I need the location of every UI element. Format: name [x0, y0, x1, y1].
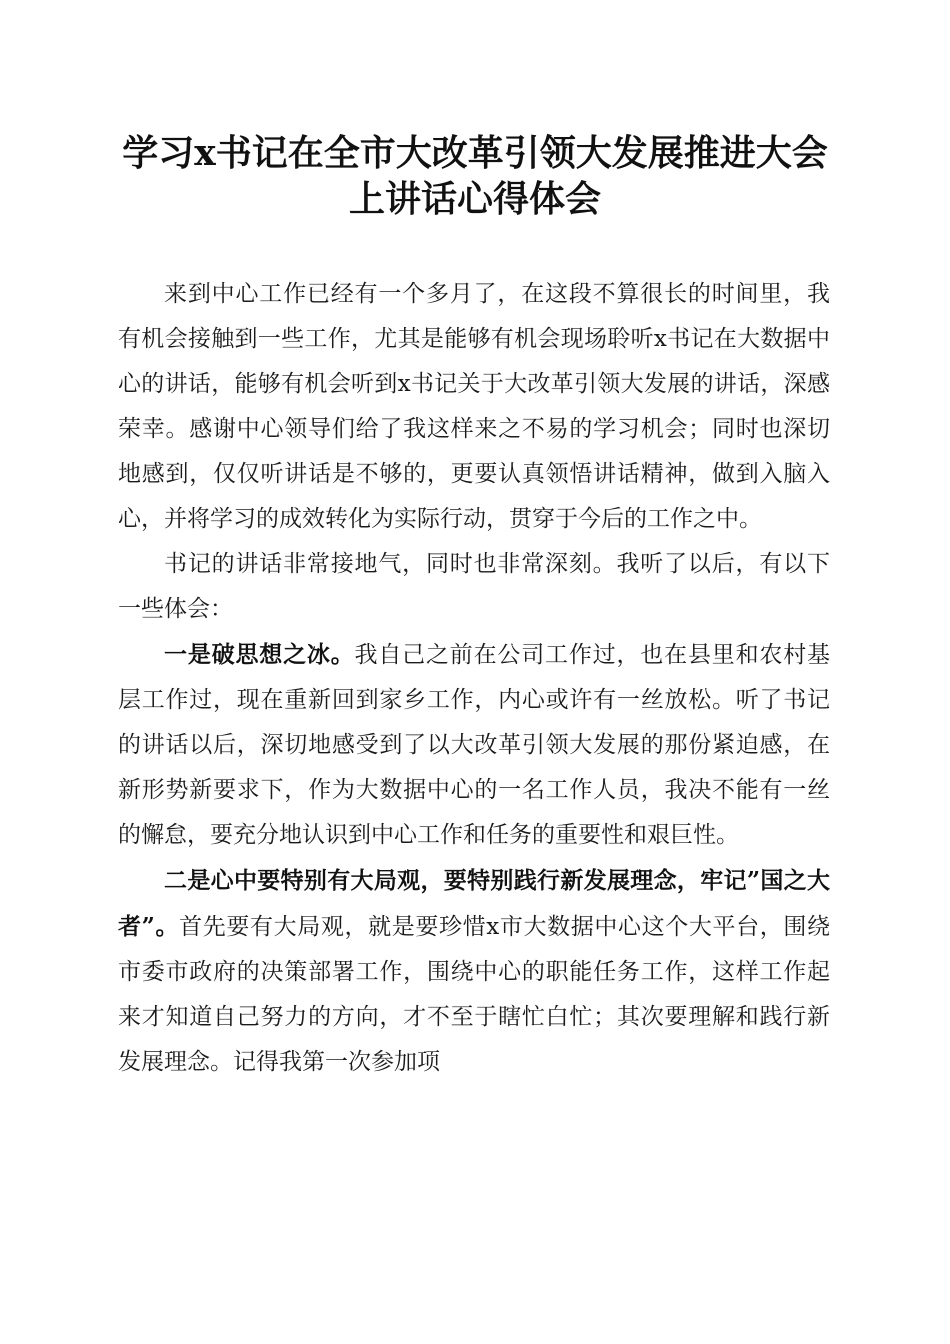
- paragraph-4: [118, 858, 830, 1085]
- document-body: [118, 272, 830, 1085]
- paragraph-2: [118, 542, 830, 632]
- title-line-2: 上讲话心得体会: [348, 178, 601, 220]
- paragraph-3: [118, 632, 830, 858]
- document-title: [110, 130, 840, 222]
- paragraph-lead: 一是破思想之冰。: [164, 641, 355, 668]
- paragraph-lead: 二是心中要特别有大局观，要特别践行新发展理念，牢记”国之大者”。: [118, 867, 830, 940]
- paragraph-text: 来到中心工作已经有一个多月了，在这段不算很长的时间里，我有机会接触到一些工作，尤其是能够有机会现场聆听x书记在大数据中心的讲话，能够有机会听到x书记关于大改革引领大发展的讲话，深感荣幸。感谢中心领导们给了我这样来之不易的学习机会；同时也深切地感到，仅仅听讲话是不够的，更要认真领悟讲话精神，做到入脑入心，并将学习的成效转化为实际行动，贯穿于今后的工作之中。: [118, 281, 830, 532]
- title-line-1: 学习x书记在全市大改革引领大发展推进大会: [122, 132, 828, 174]
- paragraph-1: [118, 272, 830, 542]
- paragraph-text: 我自己之前在公司工作过，也在县里和农村基层工作过，现在重新回到家乡工作，内心或许有一丝放松。听了书记的讲话以后，深切地感受到了以大改革引领大发展的那份紧迫感，在新形势新要求下，作为大数据中心的一名工作人员，我决不能有一丝的懈怠，要充分地认识到中心工作和任务的重要性和艰巨性。: [118, 642, 831, 848]
- paragraph-text: 书记的讲话非常接地气，同时也非常深刻。我听了以后，有以下一些体会：: [118, 551, 830, 622]
- paragraph-text: 首先要有大局观，就是要珍惜x市大数据中心这个大平台，围绕市委市政府的决策部署工作，围绕中心的职能任务工作，这样工作起来才知道自己努力的方向，才不至于瞎忙白忙；其次要理解和践行新发展理念。记得我第一次参加项: [118, 914, 830, 1075]
